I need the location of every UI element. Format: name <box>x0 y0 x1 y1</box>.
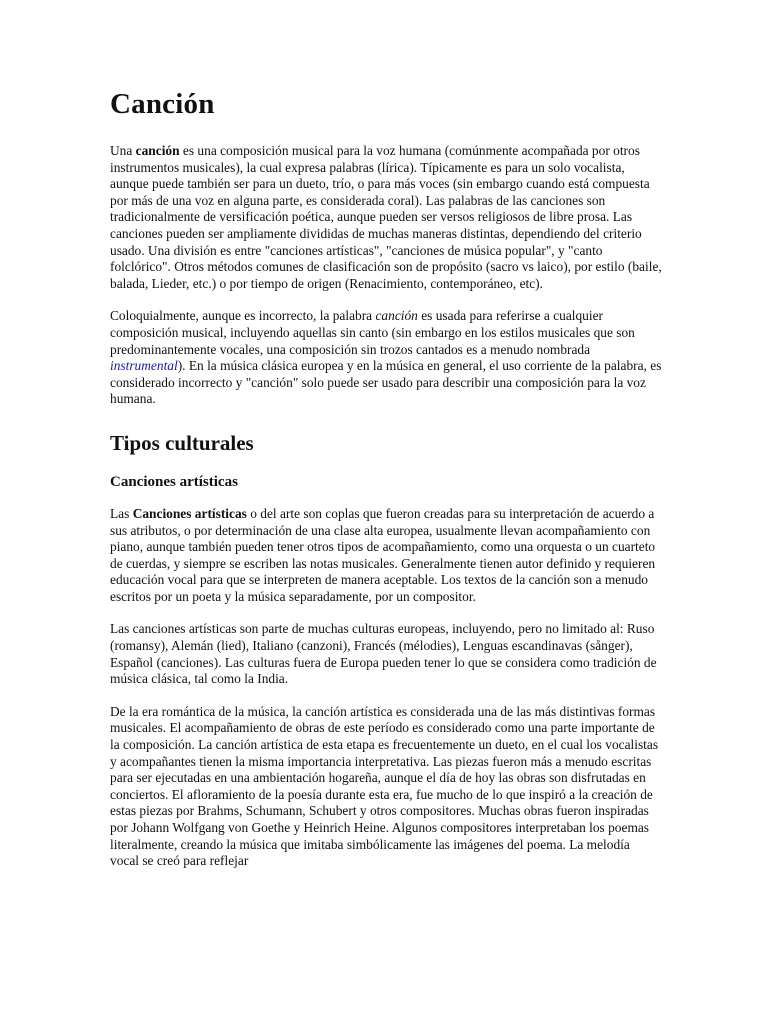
section-heading-tipos-culturales: Tipos culturales <box>110 430 254 455</box>
section-paragraph-3: De la era romántica de la música, la canción artística es considerada una de las más distintivas formas musicales. El acompañamiento de obras de este período es considerado como una parte importante de la composición. La canción artística de esta etapa es frecuentemente un dueto, en el cual los vocalistas y acompañantes tienen la misma importancia interpretativa. Las piezas fueron más a menudo escritas para ser ejecutadas en una ambientación hogareña, aunque el día de hoy las obras son disfrutadas en conciertos. El afloramiento de la poesía durante esta era, fue mucho de lo que inspiró a la creación de estas piezas por Brahms, Schumann, Schubert y otros compositores. Muchas obras fueron inspiradas por Johann Wolfgang von Goethe y Heinrich Heine. Algunos compositores interpretaban los poemas literalmente, creando la música que imitaba simbólicamente las imágenes del poema. La melodía vocal se creó para reflejar <box>110 703 659 869</box>
text-run: Coloquialmente, aunque es incorrecto, la palabra <box>110 308 376 324</box>
section-paragraph-1 <box>110 506 662 606</box>
text-run: Las <box>110 505 133 521</box>
page-title: Canción <box>110 88 215 120</box>
intro-paragraph-2 <box>110 308 662 408</box>
text-run: es una composición musical para la voz humana (comúnmente acompañada por otros instrumentos musicales), la cual expresa palabras (lírica). Típicamente es para un solo vocalista, aunque puede también ser para un dueto, trío, o para más voces (sin embargo cuando está compuesta por más de una voz en alguna parte, es considerada coral). Las palabras de las canciones son tradicionalmente de versificación poética, aunque pueden ser versos religiosos de libre prosa. Las canciones pueden ser ampliamente divididas de muchas maneras distintas, dependiendo del criterio usado. Una división es entre "canciones artísticas", "canciones de música popular", y "canto folclórico". Otros métodos comunes de clasificación son de propósito (sacro vs laico), por estilo (baile, balada, Lieder, etc.) o por tiempo de origen (Renacimiento, contemporáneo, etc). <box>110 143 662 291</box>
text-run: es usada para referirse a cualquier composición musical, incluyendo aquellas sin canto (sin embargo en los estilos musicales que son predominantemente vocales, una composición sin trozos cantados es a menudo nombrada <box>110 308 635 357</box>
text-run: ). En la música clásica europea y en la música en general, el uso corriente de la palabra, es considerado incorrecto y "canción" solo puede ser usado para describir una composición para la voz humana. <box>110 358 662 407</box>
bold-term-cancion: canción <box>135 143 180 158</box>
intro-paragraph-1 <box>110 143 662 292</box>
subsection-heading-canciones-artisticas: Canciones artísticas <box>110 473 238 490</box>
document-page <box>110 84 662 886</box>
section-paragraph-2: Las canciones artísticas son parte de muchas culturas europeas, incluyendo, pero no limitado al: Ruso (romansy), Alemán (lied), Italiano (canzoni), Francés (mélodies), Lenguas escandinavas (sånger), Español (canciones). Las culturas fuera de Europa pueden tener lo que se considera como tradición de música clásica, tal como la India. <box>110 621 657 687</box>
instrumental-link[interactable]: instrumental <box>110 358 178 374</box>
text-run: Una <box>110 143 136 158</box>
bold-term-canciones-artisticas: Canciones artísticas <box>132 505 247 521</box>
italic-term-cancion: canción <box>375 308 418 324</box>
text-run: o del arte son coplas que fueron creadas para su interpretación de acuerdo a sus atributos, o por determinación de una clase alta europea, usualmente llevan acompañamiento con piano, aunque también pueden tener otros tipos de acompañamiento, como una orquesta o un cuarteto de cuerdas, y siempre se escriben las notas musicales. Generalmente tienen autor definido y requieren educación vocal para que se interpreten de manera aceptable. Los textos de la canción son a menudo escritos por un poeta y la música separadamente, por un compositor. <box>110 505 656 604</box>
